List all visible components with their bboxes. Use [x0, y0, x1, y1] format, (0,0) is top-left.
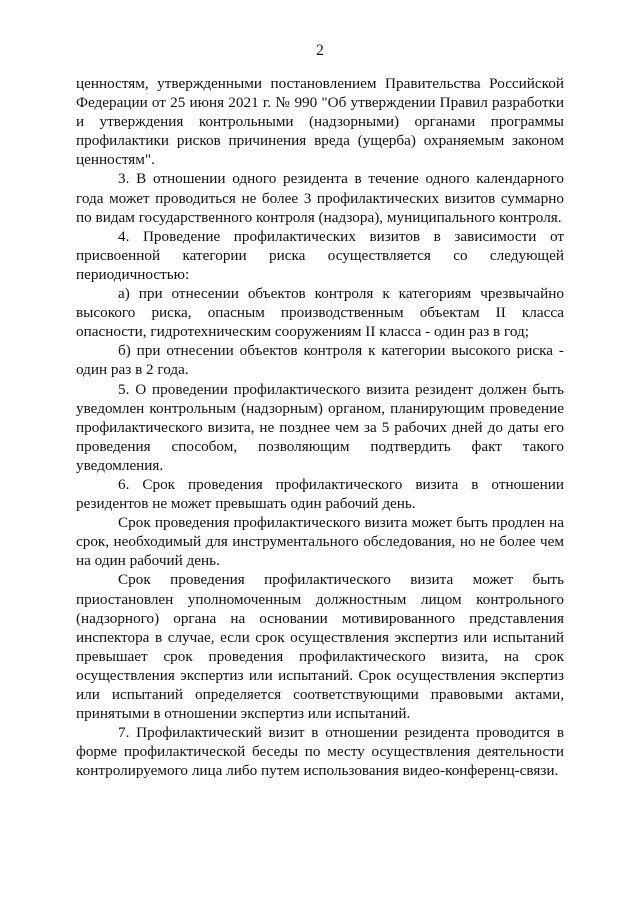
paragraph-item-7: 7. Профилактический визит в отношении резидента проводится в форме профилактической беседы по месту осуществления деятельности контролируемого лица либо путем использования видео-конференц-связи. [76, 724, 564, 780]
page-number: 2 [316, 42, 324, 59]
document-body [76, 74, 564, 780]
paragraph-item-3: 3. В отношении одного резидента в течение одного календарного года может проводиться не более 3 профилактических визитов суммарно по видам государственного контроля (надзора), муниципального контроля. [76, 170, 564, 226]
paragraph-subitem-b: б) при отнесении объектов контроля к категории высокого риска - один раз в 2 года. [76, 342, 564, 379]
paragraph-suspension: Срок проведения профилактического визита может быть приостановлен уполномоченным должностным лицом контрольного (надзорного) органа на основании мотивированного представления инспектора в случае, если срок осуществления экспертиз или испытаний превышает срок проведения профилактического визита, на срок осуществления экспертиз или испытаний. Срок осуществления экспертиз или испытаний определяется соответствующими правовыми актами, принятыми в отношении экспертиз или испытаний. [76, 571, 564, 723]
paragraph-item-5: 5. О проведении профилактического визита резидент должен быть уведомлен контрольным (надзорным) органом, планирующим проведение профилактического визита, не позднее чем за 5 рабочих дней до даты его проведения способом, позволяющим подтвердить факт такого уведомления. [76, 380, 564, 474]
paragraph-item-4: 4. Проведение профилактических визитов в зависимости от присвоенной категории риска осуществляется со следующей периодичностью: [76, 227, 564, 283]
paragraph-continuation: ценностям, утвержденными постановлением Правительства Российской Федерации от 25 июня 2021 г. № 990 "Об утверждении Правил разработки и утверждения контрольными (надзорными) органами программы профилактики рисков причинения вреда (ущерба) охраняемым законом ценностям". [76, 75, 564, 169]
paragraph-item-6: 6. Срок проведения профилактического визита в отношении резидентов не может превышать один рабочий день. [76, 475, 564, 513]
paragraph-subitem-a: а) при отнесении объектов контроля к категориям чрезвычайно высокого риска, опасным производственным объектам II класса опасности, гидротехническим сооружениям II класса - один раз в год; [76, 285, 564, 341]
paragraph-extension: Срок проведения профилактического визита может быть продлен на срок, необходимый для инструментального обследования, но не более чем на один рабочий день. [76, 514, 564, 570]
